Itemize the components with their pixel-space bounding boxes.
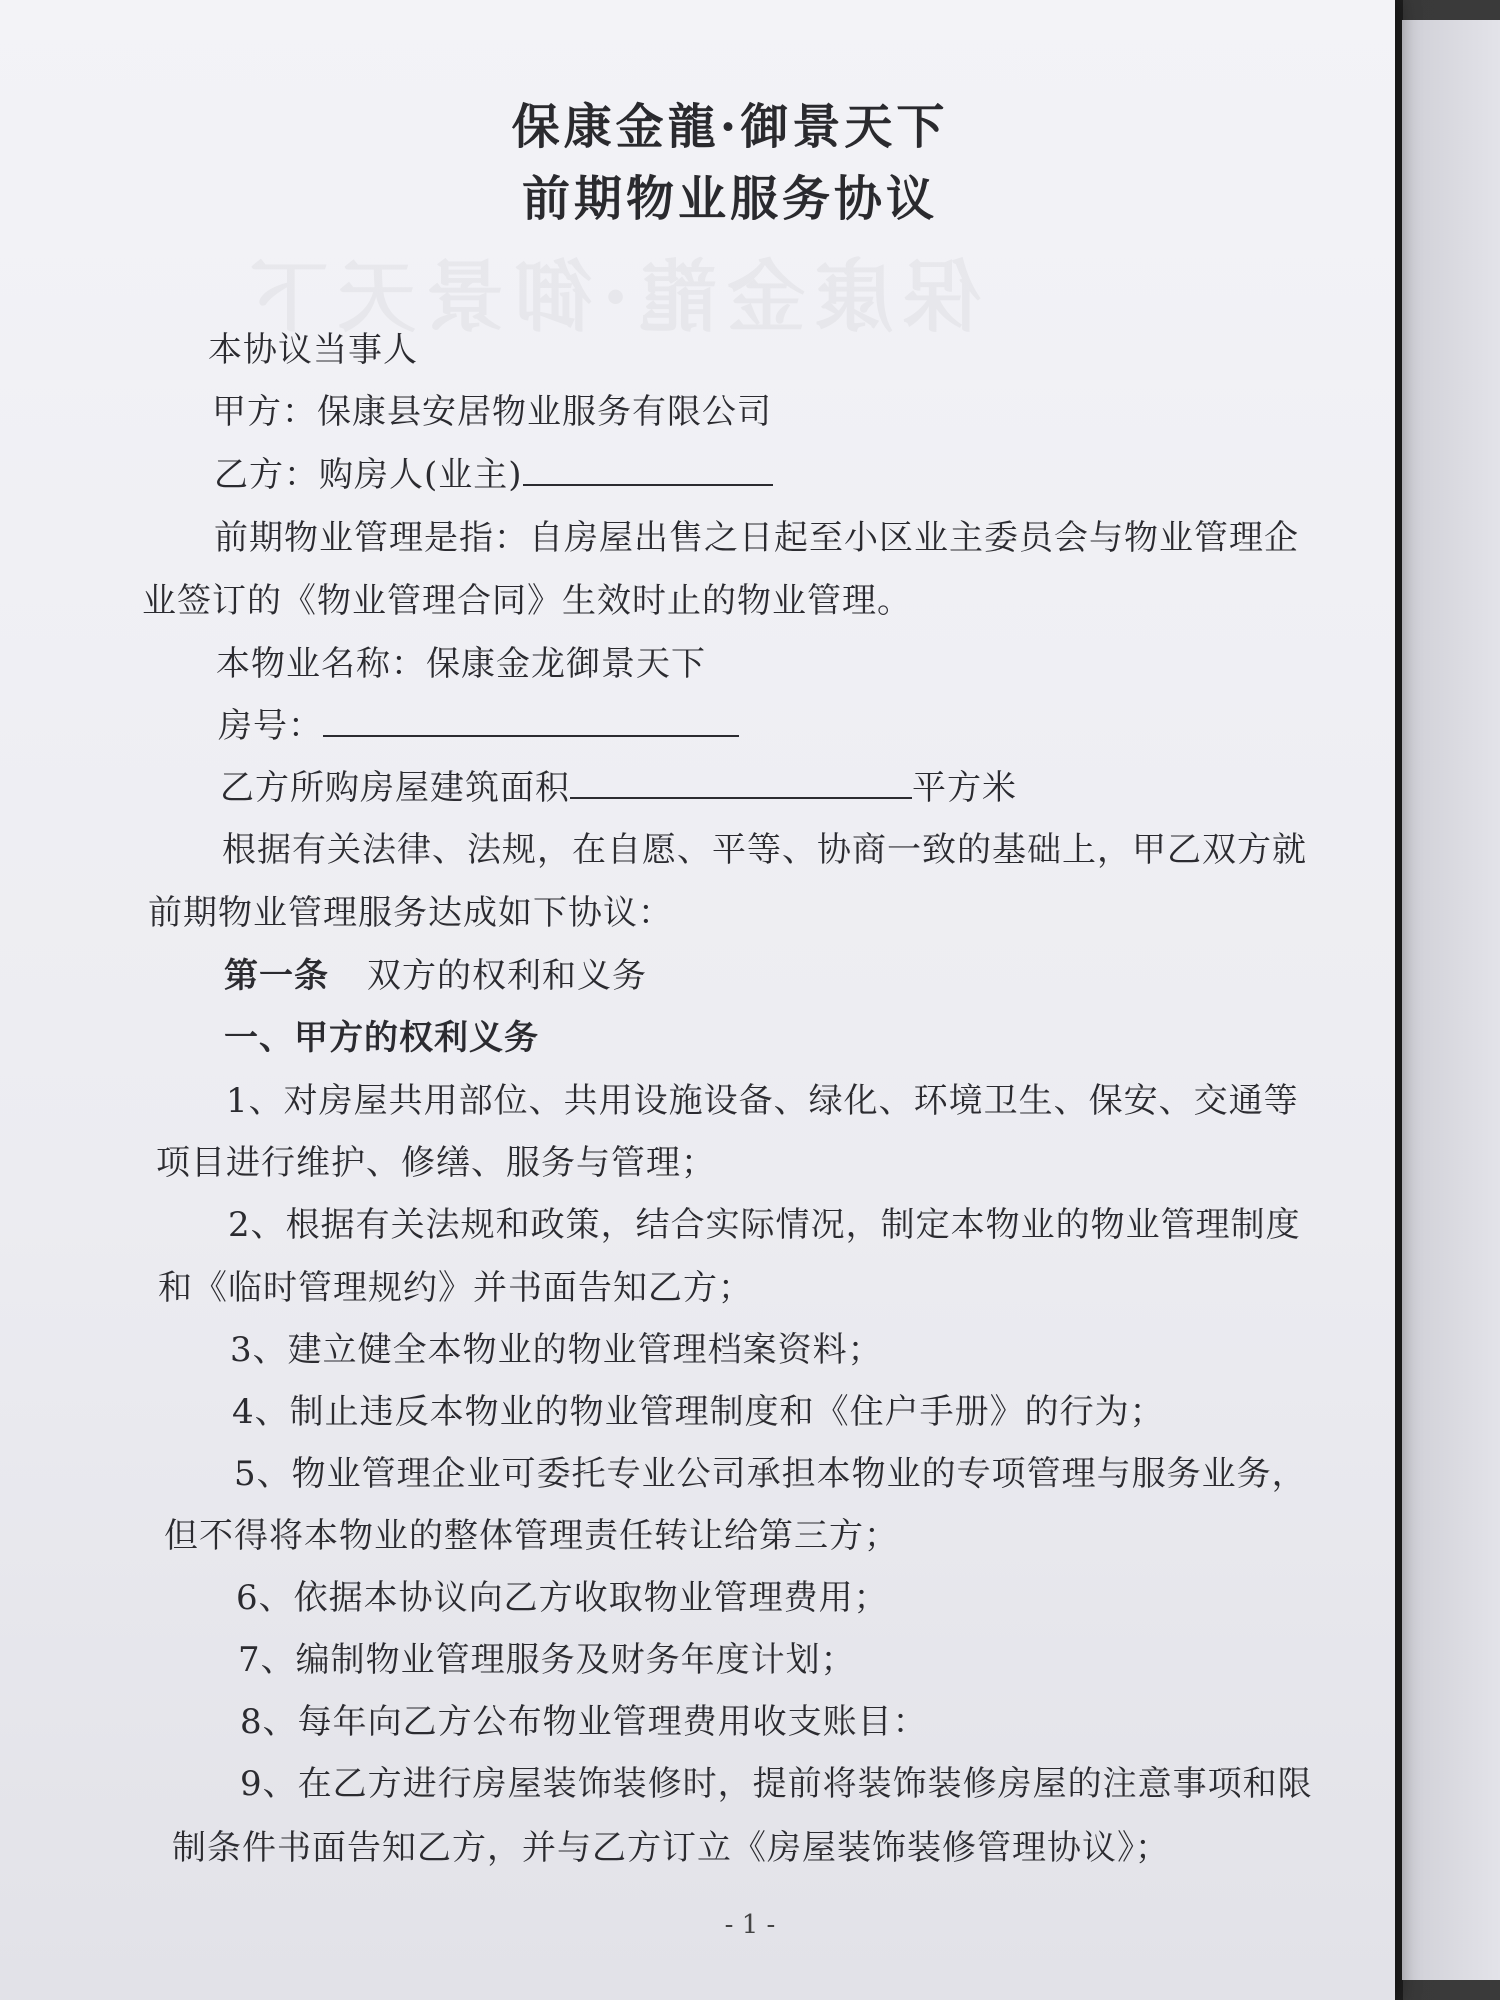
document-subtitle: 前期物业服务协议 bbox=[521, 171, 938, 227]
area-blank bbox=[570, 767, 912, 799]
property-name: 本物业名称：保康金龙御景天下 bbox=[216, 644, 706, 684]
definition-line-2: 业签订的《物业管理合同》生效时止的物业管理。 bbox=[142, 581, 912, 621]
document-title: 保康金龍·御景天下 bbox=[511, 99, 949, 155]
parties-heading: 本协议当事人 bbox=[208, 330, 418, 370]
item-2-line-1: 2、根据有关法规和政策，结合实际情况，制定本物业的物业管理制度 bbox=[228, 1205, 1301, 1245]
show-through-text: 保康金龍·御景天下 bbox=[240, 252, 982, 343]
article-1-label: 第一条 bbox=[224, 956, 329, 996]
item-9-line-1: 9、在乙方进行房屋装饰装修时，提前将装饰装修房屋的注意事项和限 bbox=[240, 1764, 1313, 1804]
party-b: 乙方：购房人(业主) bbox=[214, 455, 523, 495]
party-b-blank bbox=[523, 454, 773, 486]
article-1-heading bbox=[224, 948, 647, 997]
item-8: 8、每年向乙方公布物业管理费用收支账目： bbox=[240, 1702, 928, 1742]
room-number-line bbox=[218, 698, 739, 747]
page-number: - 1 - bbox=[724, 1910, 776, 1940]
area-line bbox=[220, 760, 1017, 809]
room-number-blank bbox=[323, 705, 739, 737]
item-1-line-1: 1、对房屋共用部位、共用设施设备、绿化、环境卫生、保安、交通等 bbox=[226, 1081, 1299, 1121]
item-2-line-2: 和《临时管理规约》并书面告知乙方； bbox=[158, 1268, 753, 1308]
area-unit: 平方米 bbox=[912, 768, 1017, 808]
definition-line-1: 前期物业管理是指：自房屋出售之日起至小区业主委员会与物业管理企 bbox=[214, 518, 1299, 558]
item-3: 3、建立健全本物业的物业管理档案资料； bbox=[230, 1330, 883, 1370]
party-b-line bbox=[214, 447, 773, 496]
item-5-line-2: 但不得将本物业的整体管理责任转让给第三方； bbox=[164, 1516, 899, 1556]
basis-line-1: 根据有关法律、法规，在自愿、平等、协商一致的基础上，甲乙双方就 bbox=[222, 830, 1307, 870]
item-9-line-2: 制条件书面告知乙方，并与乙方订立《房屋装饰装修管理协议》； bbox=[172, 1828, 1170, 1868]
item-7: 7、编制物业管理服务及财务年度计划； bbox=[238, 1640, 856, 1680]
item-4: 4、制止违反本物业的物业管理制度和《住户手册》的行为； bbox=[232, 1392, 1165, 1432]
party-a: 甲方：保康县安居物业服务有限公司 bbox=[212, 392, 772, 432]
article-1-title: 双方的权利和义务 bbox=[367, 956, 647, 996]
item-5-line-1: 5、物业管理企业可委托专业公司承担本物业的专项管理与服务业务， bbox=[234, 1454, 1307, 1494]
basis-line-2: 前期物业管理服务达成如下协议： bbox=[148, 893, 673, 933]
item-6: 6、依据本协议向乙方收取物业管理费用； bbox=[236, 1578, 889, 1618]
adjacent-page bbox=[1402, 20, 1500, 1980]
room-number-label: 房号： bbox=[218, 706, 323, 746]
item-1-line-2: 项目进行维护、修缮、服务与管理； bbox=[156, 1143, 716, 1183]
area-label: 乙方所购房屋建筑面积 bbox=[220, 768, 570, 808]
section-a-heading: 一、甲方的权利义务 bbox=[224, 1018, 539, 1058]
